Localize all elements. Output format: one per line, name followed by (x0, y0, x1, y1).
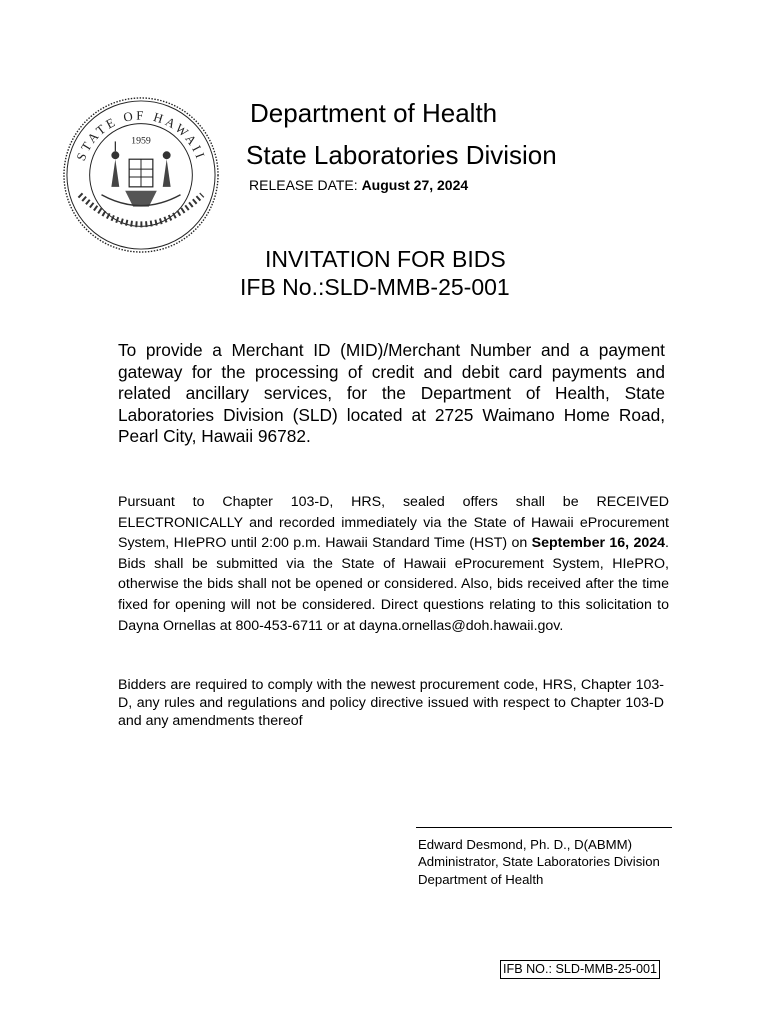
pursuant-text-part1: Pursuant to Chapter 103-D, HRS, sealed offers shall be RECEIVED ELECTRONICALLY and recorded immediately via the State of Hawaii eProcurement System, HIePRO until 2:00 p.m. Hawaii Standard Time (HST) on (118, 494, 669, 552)
ifb-number-heading: IFB No.:SLD-MMB-25-001 (240, 274, 510, 300)
state-seal-image (62, 96, 220, 254)
signer-name: Edward Desmond, Ph. D., D(ABMM) (418, 837, 632, 852)
signer-org: Department of Health (418, 871, 544, 887)
svg-text:STATE OF HAWAII: STATE OF HAWAII (73, 108, 209, 163)
bidders-paragraph: Bidders are required to comply with the newest procurement code, HRS, Chapter 103-D, any rules and regulations and policy directive issued with respect to Chapter 103-D and any amendments thereof (118, 677, 664, 729)
department-name: Department of Health (250, 98, 498, 128)
signature-line (416, 827, 672, 828)
signature-block (418, 836, 660, 888)
purpose-paragraph: To provide a Merchant ID (MID)/Merchant Number and a payment gateway for the processing of credit and debit card payments and related ancillary services, for the Department of Health, State Laboratories Division (SLD) located at 2725 Waimano Home Road, Pearl City, Hawaii 96782. (118, 340, 665, 446)
svg-text:1959: 1959 (131, 135, 151, 147)
pursuant-text-part2: . Bids shall be submitted via the State of Hawaii eProcurement System, HIePRO, otherwise the bids shall not be opened or considered. Also, bids received after the time fixed for opening will not be considered. Direct questions relating to this solicitation to Dayna Ornellas at 800-453-6711 or at dayna.ornellas@doh.hawaii.gov. (118, 535, 669, 634)
release-date-label: RELEASE DATE: (249, 177, 358, 193)
release-date-line (249, 177, 468, 193)
release-date-value: August 27, 2024 (361, 177, 469, 193)
invitation-title: INVITATION FOR BIDS (265, 246, 506, 272)
bid-due-date: September 16, 2024 (531, 535, 666, 552)
division-name: State Laboratories Division (246, 140, 557, 170)
footer-ifb-number: IFB NO.: SLD-MMB-25-001 (500, 960, 660, 979)
signer-title: Administrator, State Laboratories Division (418, 854, 660, 870)
pursuant-paragraph (118, 492, 669, 636)
